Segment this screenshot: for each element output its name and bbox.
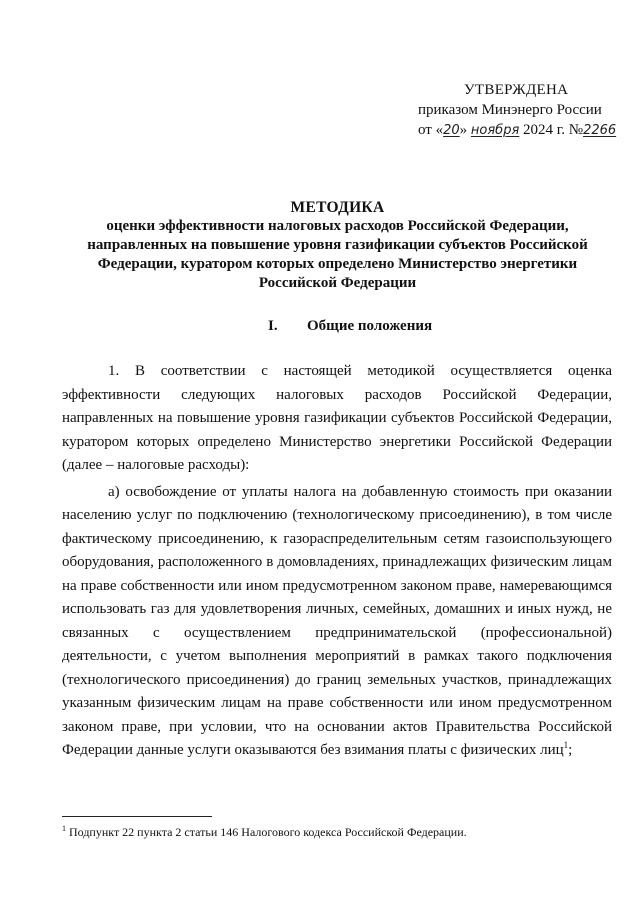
approval-heading: УТВЕРЖДЕНА <box>464 82 569 98</box>
approval-order: приказом Минэнерго России <box>418 102 602 118</box>
paragraph: 1. В соответствии с настоящей методикой осуществляется оценка эффективности следующих налоговых расходов Российской Федерации, направленных на повышение уровня газификации субъектов Российской Федерации, куратором которых определено Министерство энергетики Российской Федерации (далее – налоговые расходы): <box>62 363 612 473</box>
footnote-text: Подпункт 22 пункта 2 статьи 146 Налогового кодекса Российской Федерации. <box>69 825 467 839</box>
footnote-marker: 1 <box>62 824 66 833</box>
approval-stamp <box>418 80 628 141</box>
footnote-ref: 1 <box>563 740 569 750</box>
title-main: МЕТОДИКА <box>290 199 385 216</box>
footnote <box>62 824 467 840</box>
footnote-divider <box>62 816 212 817</box>
document-title <box>60 198 615 293</box>
handwritten-month: ноября <box>470 123 520 138</box>
handwritten-day: 20 <box>443 123 460 138</box>
section-title: Общие положения <box>307 318 433 334</box>
paragraph: а) освобождение от уплаты налога на добавленную стоимость при оказании населению услуг по подключению (технологическому присоединению), в том числе фактическому присоединению, к газораспределительным сетям газоиспользующего оборудования, расположенного в домовладениях, принадлежащих физическим лицам на праве собственности или ином предусмотренном законом праве, намеревающимся использовать газ для удовлетворения личных, семейных, домашних и иных нужд, не связанных с осуществлением предпринимательской (профессиональной) деятельности, с учетом выполнения мероприятий в рамках такого подключения (технологического присоединения) до границ земельных участков, принадлежащих указанным физическим лицам на праве собственности или ином предусмотренном законом праве, при условии, что на основании актов Правительства Российской Федерации данные услуги оказываются без взимания платы с физических лиц$^1$; <box>62 483 612 758</box>
document-body <box>62 360 612 766</box>
section-number: I. <box>268 318 278 334</box>
approval-date: от «20» ноября 2024 г. №2266 <box>418 122 617 138</box>
title-subtitle: оценки эффективности налоговых расходов Российской Федерации, направленных на повышение уровня газификации субъектов Российской Федерации, куратором которых определено Министерство энергетики Российской Федерации <box>87 218 588 291</box>
handwritten-number: 2266 <box>583 123 617 138</box>
